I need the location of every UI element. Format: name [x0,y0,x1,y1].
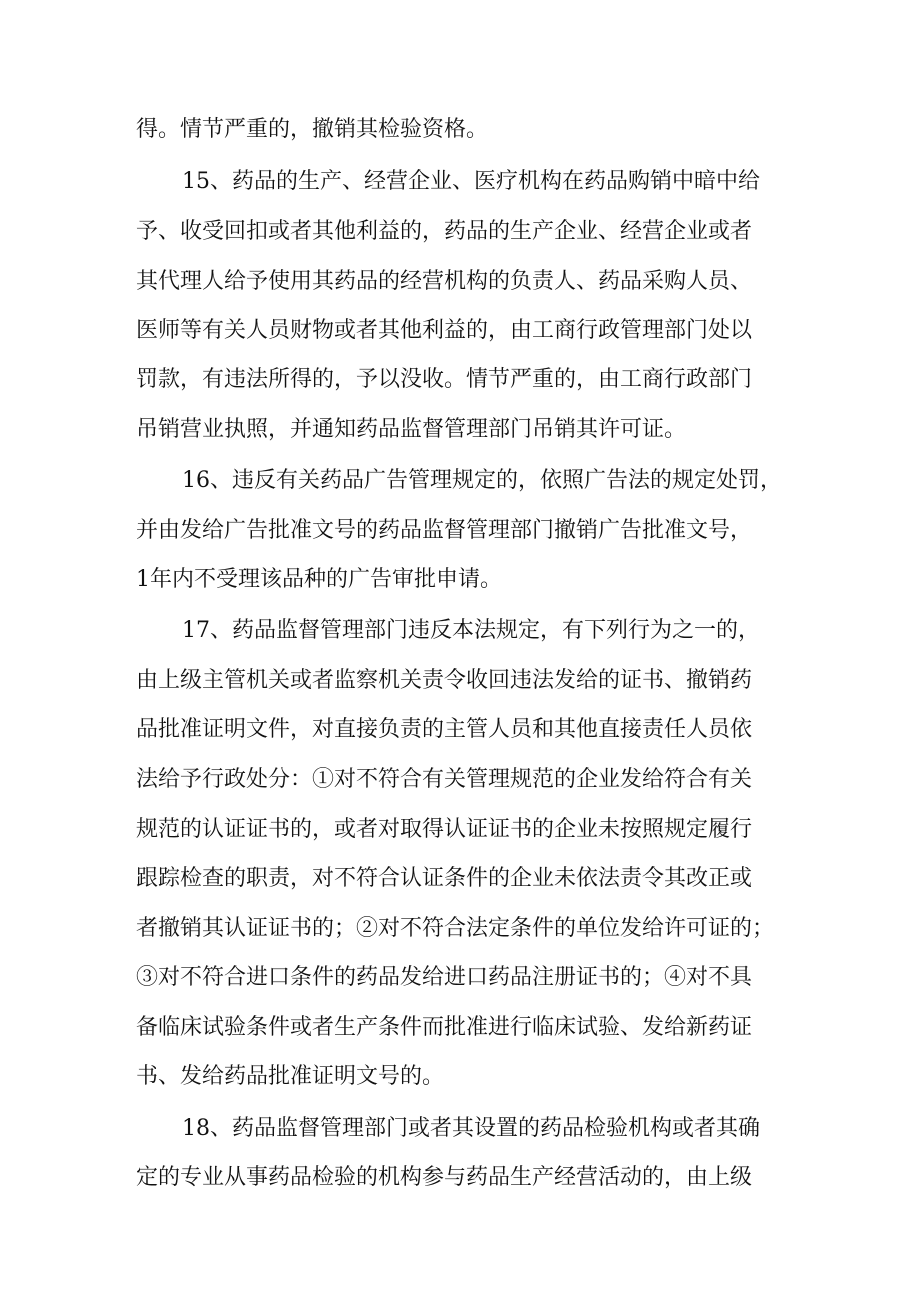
text-line: 并由发给广告批准文号的药品监督管理部门撤销广告批准文号， [136,518,753,543]
text-line: 16、违反有关药品广告管理规定的，依照广告法的规定处罚， [182,468,782,493]
text-line: 者撤销其认证证书的；②对不符合法定条件的单位发给许可证的； [136,916,775,941]
text-line: 17、药品监督管理部门违反本法规定，有下列行为之一的， [182,618,760,643]
text-line: 予、收受回扣或者其他利益的，药品的生产企业、经营企业或者 [136,219,753,244]
text-line: 备临床试验条件或者生产条件而批准进行临床试验、发给新药证 [136,1015,753,1040]
text-line: 医师等有关人员财物或者其他利益的，由工商行政管理部门处以 [136,318,753,343]
text-line: 得。情节严重的，撤销其检验资格。 [136,117,489,142]
text-line: 跟踪检查的职责，对不符合认证条件的企业未依法责令其改正或 [136,866,753,891]
text-line: 18、药品监督管理部门或者其设置的药品检验机构或者其确 [182,1116,760,1141]
text-line: 1年内不受理该品种的广告审批申请。 [136,567,502,592]
text-line: ③对不符合进口条件的药品发给进口药品注册证书的；④对不具 [136,965,753,990]
text-line: 定的专业从事药品检验的机构参与药品生产经营活动的，由上级 [136,1165,753,1190]
text-line: 品批准证明文件，对直接负责的主管人员和其他直接责任人员依 [136,717,753,742]
text-line: 法给予行政处分：①对不符合有关管理规范的企业发给符合有关 [136,767,753,792]
text-line: 15、药品的生产、经营企业、医疗机构在药品购销中暗中给 [182,169,760,194]
text-line: 由上级主管机关或者监察机关责令收回违法发给的证书、撤销药 [136,668,753,693]
text-line: 吊销营业执照，并通知药品监督管理部门吊销其许可证。 [136,417,687,442]
text-line: 其代理人给予使用其药品的经营机构的负责人、药品采购人员、 [136,269,753,294]
text-line: 规范的认证证书的，或者对取得认证证书的企业未按照规定履行 [136,817,753,842]
text-line: 罚款，有违法所得的，予以没收。情节严重的，由工商行政部门 [136,367,753,392]
text-line: 书、发给药品批准证明文号的。 [136,1064,445,1089]
